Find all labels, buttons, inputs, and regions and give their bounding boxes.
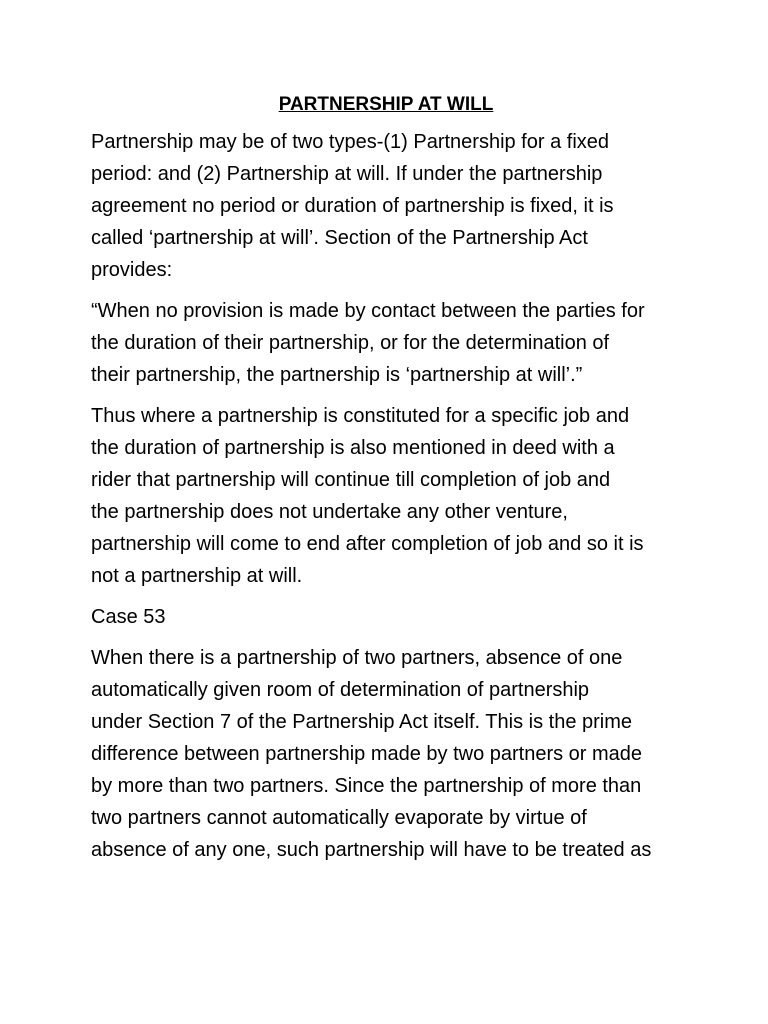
document-title: PARTNERSHIP AT WILL (278, 94, 494, 115)
text-line: period: and (2) Partnership at will. If under the partnership (91, 163, 603, 185)
text-line: difference between partnership made by two partners or made (91, 743, 643, 765)
text-line: the duration of their partnership, or for the determination of (91, 332, 610, 354)
text-line: partnership will come to end after completion of job and so it is (91, 533, 644, 555)
case-heading (91, 601, 691, 633)
text-line: the duration of partnership is also mentioned in deed with a (91, 437, 615, 459)
document-body (91, 92, 691, 875)
text-line: provides: (91, 259, 173, 281)
text-line: by more than two partners. Since the partnership of more than (91, 775, 642, 797)
text-line: under Section 7 of the Partnership Act itself. This is the prime (91, 711, 633, 733)
text-line: called ‘partnership at will’. Section of the Partnership Act (91, 227, 588, 249)
text-line: Thus where a partnership is constituted for a specific job and (91, 405, 630, 427)
text-line: When there is a partnership of two partners, absence of one (91, 647, 623, 669)
text-line: Partnership may be of two types-(1) Partnership for a fixed (91, 131, 610, 153)
paragraph-types-of-partnership (91, 126, 691, 286)
text-line: rider that partnership will continue till completion of job and (91, 469, 611, 491)
paragraph-two-partners (91, 642, 691, 866)
text-line: two partners cannot automatically evaporate by virtue of (91, 807, 587, 829)
text-line: automatically given room of determination of partnership (91, 679, 590, 701)
text-line: their partnership, the partnership is ‘partnership at will’.” (91, 364, 583, 386)
paragraph-quotation (91, 295, 691, 391)
text-line: “When no provision is made by contact between the parties for (91, 300, 645, 322)
text-line: agreement no period or duration of partnership is fixed, it is (91, 195, 614, 217)
text-line: absence of any one, such partnership will have to be treated as (91, 839, 652, 861)
text-line: Case 53 (91, 606, 166, 628)
text-line: not a partnership at will. (91, 565, 303, 587)
text-line: the partnership does not undertake any other venture, (91, 501, 568, 523)
paragraph-specific-job (91, 400, 691, 592)
